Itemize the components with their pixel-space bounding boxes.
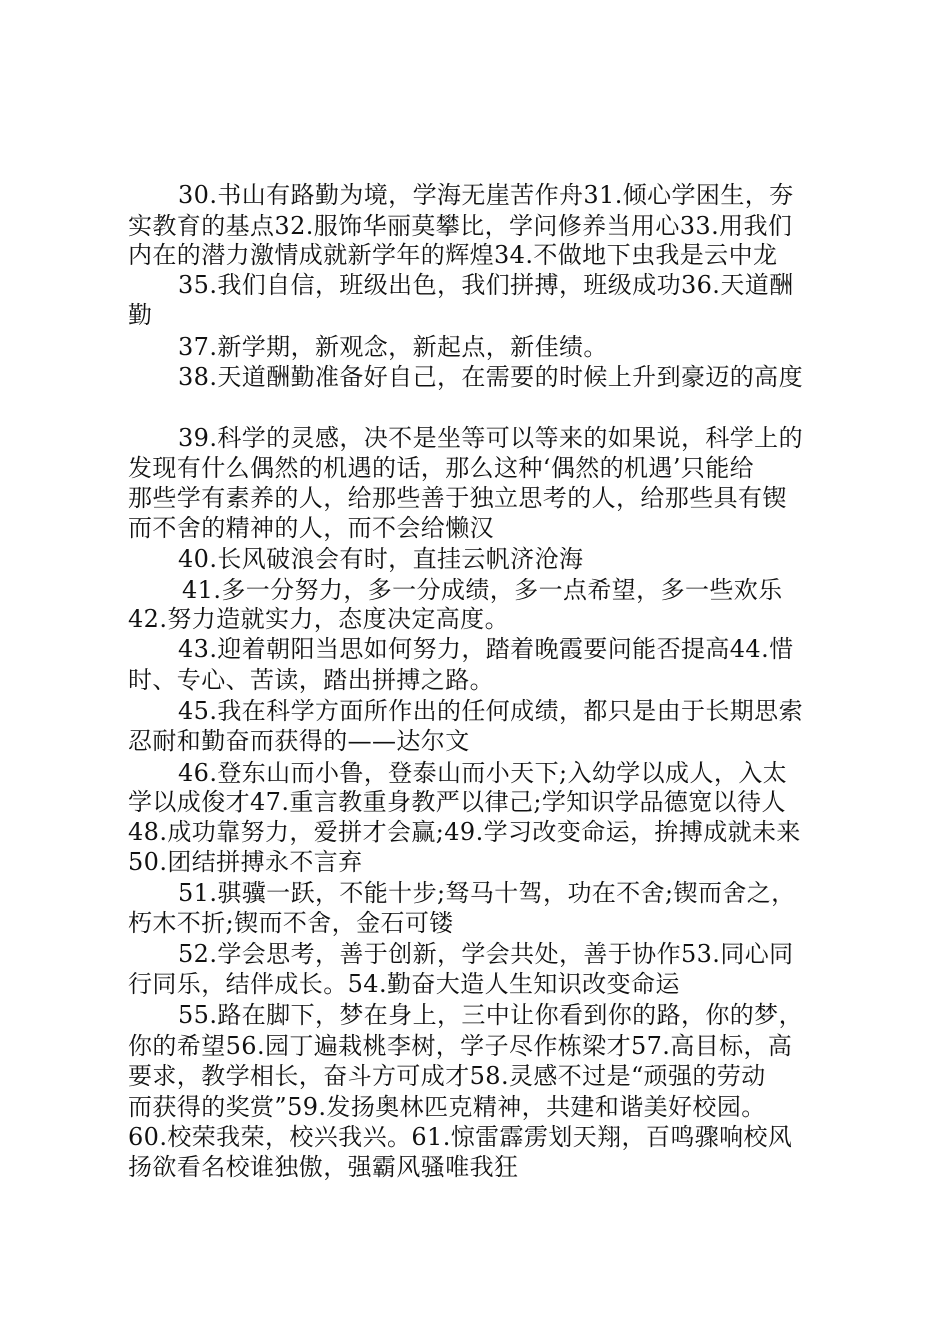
text-line: 52.学会思考，善于创新，学会共处，善于协作53.同心同 — [178, 940, 794, 968]
text-line: 39.科学的灵感，决不是坐等可以等来的如果说，科学上的 — [178, 424, 803, 452]
text-line: 40.长风破浪会有时，直挂云帆济沧海 — [178, 545, 584, 573]
text-line: 48.成功靠努力，爱拼才会赢;49.学习改变命运，拚搏成就未来 — [128, 818, 801, 846]
text-line: 朽木不折;锲而不舍，金石可镂 — [128, 909, 454, 937]
text-line: 43.迎着朝阳当思如何努力，踏着晚霞要问能否提高44.惜 — [178, 635, 794, 663]
text-line: 37.新学期，新观念，新起点，新佳绩。 — [178, 333, 608, 361]
text-line: 38.天道酬勤准备好自己，在需要的时候上升到豪迈的高度 — [178, 363, 803, 391]
text-line: 45.我在科学方面所作出的任何成绩，都只是由于长期思索 — [178, 697, 803, 725]
text-line: 扬欲看名校谁独傲，强霸风骚唯我狂 — [128, 1153, 519, 1181]
text-line: 55.路在脚下，梦在身上，三中让你看到你的路，你的梦， — [178, 1001, 803, 1029]
text-line: 51.骐骥一跃，不能十步;驽马十驾，功在不舍;锲而舍之， — [178, 879, 796, 907]
text-line: 那些学有素养的人，给那些善于独立思考的人，给那些具有锲 — [128, 484, 787, 512]
text-line: 要求，教学相长，奋斗方可成才58.灵感不过是“顽强的劳动 — [128, 1062, 766, 1090]
text-line: 内在的潜力激情成就新学年的辉煌34.不做地下虫我是云中龙 — [128, 241, 778, 269]
text-line: 42.努力造就实力，态度决定高度。 — [128, 605, 509, 633]
text-line: 学以成俊才47.重言教重身教严以律己;学知识学品德宽以待人 — [128, 788, 786, 816]
text-line: 而获得的奖赏”59.发扬奥林匹克精神，共建和谐美好校园。 — [128, 1093, 766, 1121]
text-line: 41.多一分努力，多一分成绩，多一点希望，多一些欢乐 — [182, 576, 783, 604]
text-line: 50.团结拼搏永不言弃 — [128, 848, 363, 876]
text-line: 46.登东山而小鲁，登泰山而小天下;入幼学以成人，入太 — [178, 759, 788, 787]
text-line: 发现有什么偶然的机遇的话，那么这种‘偶然的机遇’只能给 — [128, 454, 755, 482]
text-line: 你的希望56.园丁遍栽桃李树，学子尽作栋梁才57.高目标，高 — [128, 1032, 793, 1060]
text-line: 30.书山有路勤为境，学海无崖苦作舟31.倾心学困生，夯 — [178, 181, 794, 209]
text-line: 忍耐和勤奋而获得的——达尔文 — [128, 727, 470, 755]
text-line: 实教育的基点32.服饰华丽莫攀比，学问修养当用心33.用我们 — [128, 212, 793, 240]
text-line: 60.校荣我荣，校兴我兴。61.惊雷霹雳划天翔，百鸣骤响校风 — [128, 1123, 793, 1151]
text-line: 时、专心、苦读，踏出拼搏之路。 — [128, 666, 494, 694]
text-line: 勤 — [128, 301, 153, 329]
text-line: 35.我们自信，班级出色，我们拼搏，班级成功36.天道酬 — [178, 271, 794, 299]
text-line: 而不舍的精神的人，而不会给懒汉 — [128, 514, 494, 542]
text-line: 行同乐，结伴成长。54.勤奋大造人生知识改变命运 — [128, 970, 680, 998]
